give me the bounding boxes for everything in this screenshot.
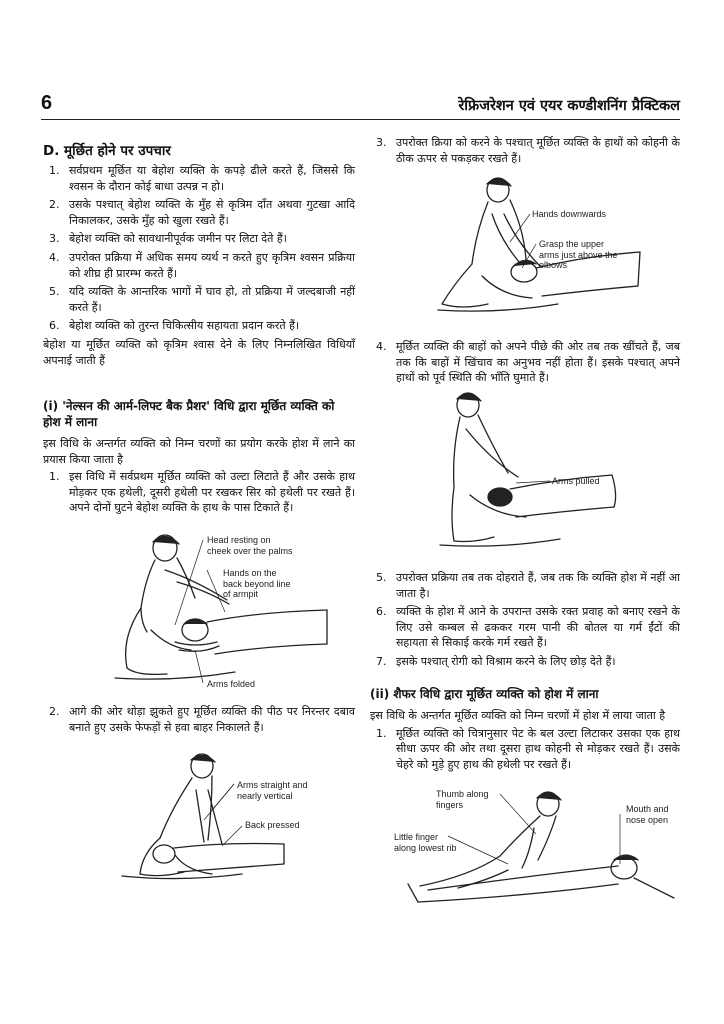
intro-paragraph: बेहोश या मूर्छित व्यक्ति को कृत्रिम श्वास देने के लिए निम्नलिखित विधियाँ अपनाई जाती हैं — [43, 337, 355, 367]
figure-4-drawing — [430, 385, 650, 555]
list-item: 1. इस विधि में सर्वप्रथम मूर्छित व्यक्ति को उल्टा लिटाते हैं और उसके हाथ मोड़कर एक हथेली, दूसरी हथेली पर रखकर सिर को हथेली पर रखते हैं। अपने दोनों घुटने बेहोश व्यक्ति के हाथ के पास टिकाते हैं। — [49, 470, 355, 515]
label-arms-straight: Arms straight and nearly vertical — [237, 780, 308, 801]
list-item: 2. उसके पश्चात् बेहोश व्यक्ति के मुँह से कृत्रिम दाँत अथवा गुटखा आदि निकालकर, उसके मुँह को खुला रखते हैं। — [49, 198, 355, 227]
method2-intro: इस विधि के अन्तर्गत मूर्छित व्यक्ति को निम्न चरणों में होश में लाया जाता है — [370, 709, 666, 722]
book-title: रेफ्रिजरेशन एवं एयर कण्डीशनिंग प्रैक्टिकल — [458, 98, 680, 114]
list-item: 6. बेहोश व्यक्ति को तुरन्त चिकित्सीय सहायता प्रदान करते हैं। — [49, 319, 300, 333]
list-item: 1. सर्वप्रथम मूर्छित या बेहोश व्यक्ति के कपड़े ढीले करते हैं, जिससे कि श्वसन के दौरान कोई बाधा उत्पन्न न हो। — [49, 164, 355, 193]
label-hands-downwards: Hands downwards — [532, 209, 607, 219]
label-thumb-along-fingers: Thumb along fingers — [436, 789, 489, 810]
method1-steps-5-7 — [370, 570, 680, 670]
list-item: 6. व्यक्ति के होश में आने के उपरान्त उसके रक्त प्रवाह को बनाए रखने के लिए उसे कम्बल से ढककर गरम पानी की बोतल या गर्म ईंटों की सहायता से सिकाई करके गर्म रखते हैं। — [376, 605, 680, 650]
method1-intro: इस विधि के अन्तर्गत व्यक्ति को निम्न चरणों का प्रयोग करके होश में लाने का प्रयास किया जाता है — [43, 437, 355, 466]
list-item: 5. उपरोक्त प्रक्रिया तब तक दोहराते हैं, जब तक कि व्यक्ति होश में नहीं आ जाता है। — [376, 571, 680, 600]
method1-step3 — [370, 135, 680, 166]
figure-back-pressure — [112, 750, 342, 890]
figure-grasp-upper-arms — [418, 172, 648, 322]
method1-title: (i) 'नेल्सन की आर्म-लिफ्ट बैक प्रैशर' विधि द्वारा मूर्छित व्यक्ति को होश में लाना — [43, 399, 335, 429]
list-item: 7. इसके पश्चात् रोगी को विश्राम करने के लिए छोड़ देते हैं। — [376, 654, 616, 668]
list-item: 4. मूर्छित व्यक्ति की बाहों को अपने पीछे की ओर तब तक खींचते हैं, जब तक कि बाहों में खिंचाव का अनुभव नहीं होता हैं। इसके पश्चात् अपने हाथों को पूर्व स्थिति की भाँति घुमाते हैं। — [376, 340, 680, 385]
list-item: 5. यदि व्यक्ति के आन्तरिक भागों में घाव हो, तो प्रक्रिया में जल्दबाजी नहीं करते हैं। — [49, 285, 355, 314]
label-arms-pulled: Arms pulled — [552, 476, 600, 486]
label-head-resting: Head resting on cheek over the palms — [207, 535, 293, 556]
list-item: 2. आगे की ओर थोड़ा झुकते हुए मूर्छित व्यक्ति की पीठ पर निरन्तर दबाव बनाते हुए उसके फेफड़ों से हवा बाहर निकालते हैं। — [49, 705, 355, 734]
label-little-finger: Little finger along lowest rib — [394, 832, 457, 853]
list-item: 3. बेहोश व्यक्ति को सावधानीपूर्वक जमीन पर लिटा देते हैं। — [49, 232, 287, 246]
label-back-pressed: Back pressed — [245, 820, 300, 830]
figure-arms-pulled — [430, 385, 650, 555]
method1-step2 — [43, 704, 355, 735]
method2-body — [370, 708, 680, 772]
header-rule — [41, 119, 680, 120]
figure-schafer-method — [388, 784, 688, 914]
method2-title: (ii) शैफर विधि द्वारा मूर्छित व्यक्ति को होश में लाना — [370, 687, 599, 701]
method1-step4 — [370, 339, 680, 386]
label-hands-on-back: Hands on the back beyond line of armpit — [223, 568, 291, 599]
list-item: 1. मूर्छित व्यक्ति को चित्रानुसार पेट के बल उल्टा लिटाकर उसका एक हाथ सीधा ऊपर की ओर तथा दूसरा हाथ कोहनी से मोड़कर रखते हैं। उसके चेहरे को मुड़े हुए हाथ की हथेली पर रखते हैं। — [376, 726, 680, 771]
label-arms-folded: Arms folded — [207, 679, 256, 689]
list-item: 4. उपरोक्त प्रक्रिया में अधिक समय व्यर्थ न करते हुए कृत्रिम श्वसन प्रक्रिया को शीघ्र ही प्रारम्भ करते हैं। — [49, 250, 355, 280]
first-aid-list — [43, 163, 355, 368]
method1-body — [43, 436, 355, 516]
section-title: D. मूर्छित होने पर उपचार — [43, 143, 171, 159]
label-mouth-nose-open: Mouth and nose open — [626, 804, 669, 825]
label-grasp-upper-arms: Grasp the upper arms just above the elbows — [539, 239, 618, 270]
figure-arm-lift-position — [95, 530, 335, 695]
page-number: 6 — [41, 92, 53, 114]
list-item: 3. उपरोक्त क्रिया को करने के पश्चात् मूर्छित व्यक्ति के हाथों को कोहनी के ठीक ऊपर से पकड़कर रखते हैं। — [376, 136, 680, 165]
figure-2-drawing — [112, 750, 342, 890]
